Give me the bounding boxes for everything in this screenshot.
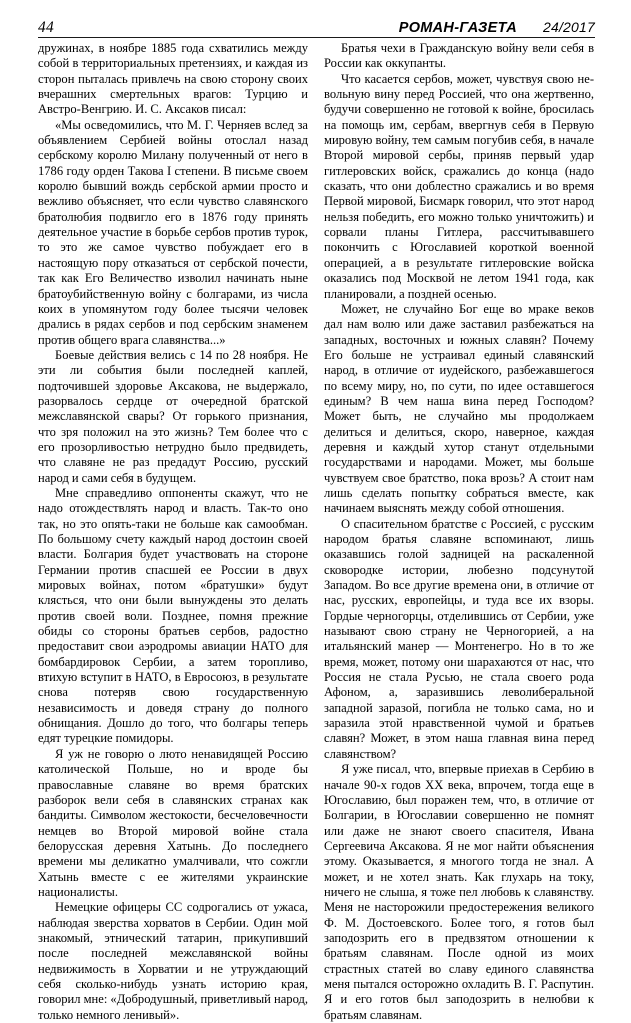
running-head-right xyxy=(399,20,595,36)
paragraph: Я уже писал, что, впервые приехав в Сербию в начале 90-х годов XX века, впрочем, тогда еще в Югославию, был поражен тем, что, в отличие от Болгарии, в Югославии совершенно не помнят или даже не знают своего спасителя, Ивана Сергеевича Аксакова. Я не мог найти объяснения этому. Оказывается, я многого тогда не знал. А может, и не хотел знать. Как глухарь на току, ничего не слыша, я тоже пел любовь к славянству. Меня не насторожили предостережения великого Ф. М. Достоевского. Более того, я готов был заподозрить его в предвзятом отношении к братьям славянам. После одной из моих страстных статей во славу единого славянства меня пытался осторожно охладить В. Г. Распутин. Я и его готов был заподозрить в нелюбви к братьям славянам. xyxy=(324,762,594,1022)
page-number: 44 xyxy=(38,18,54,36)
journal-title: РОМАН-ГАЗЕТА xyxy=(398,19,517,36)
paragraph: Мне справедливо оппоненты скажут, что не надо отождествлять народ и власть. Так-то оно так, но это опять-таки не больше как самообман. По большому счету каждый народ достоин своей власти. Болгария будет участвовать на стороне Германии против спасшей ее России в двух мировых войнах, потом «братушки» будут клясться, что они были вынуждены это делать против своей воли. Позднее, помня прежние обиды со стороны братьев сербов, радостно предоставит свои аэродромы авиации НАТО для бомбардировок Сербии, а затем торопливо, втихую вступит в НАТО, в Евросоюз, в результате снова потеряв свою государственную независимость и доведя страну до полного обнищания. Дошло до того, что болгары теперь едят турецкие помидоры. xyxy=(38,485,308,746)
paragraph: Я уж не говорю о люто ненавидящей Россию католической Польше, но и вроде бы православные славяне во время братских разборок вели себя в славянских странах как бандиты. Символом жестокости, бесчеловечности немцев во Второй мировой войне стала белорусская деревня Хатынь. До последнего времени мы деликатно умалчивали, что сожгли Хатынь вместе с ее жителями украинские националисты. xyxy=(38,746,308,899)
paragraph: Может, не случайно Бог еще во мраке веков дал нам волю или даже заставил разбежаться на западных, восточных и южных славян? Почему Его больше не устраивал единый славянский народ, в отличие от иудейского, разбежавшегося по всему миру, но, по сути, по идее оставшегося единым? В чем наша вина перед Господом? Может быть, не случайно мы продолжаем делиться и делиться, скоро, наверное, каждая деревня и каждый хутор станут отдельными государствами и народами. Может, мы больше чувствуем свое братство, пока врозь? А стоит нам лишь сделать попытку собраться вместе, как начинаем выяснять между собой отношения. xyxy=(324,301,594,516)
paragraph: О спасительном братстве с Россией, с русским народом братья славяне вспоминают, лишь оказавшись голой задницей на раскаленной сковородке истории, любезно подсунутой Западом. Во все другие времена они, в отличие от нас, русских, европейцы, и туда все их взоры. Гордые черногорцы, отделившись от Сербии, уже называют свою страну не Черногорией, а на итальянский манер — Монтенегро. Но в то же время, может, потому они шарахаются от нас, что Россия не стала Русью, не стала своего рода Афоном, а, заразившись леволиберальной западной заразой, погибла не только сама, но и заразила этой нравственной чумой и братьев славян? Может, в этом наша главная вина перед славянством? xyxy=(324,516,594,761)
issue-number: 24/2017 xyxy=(542,18,595,35)
paragraph: Немецкие офицеры СС содрогались от ужаса, наблюдая зверства хорватов в Сербии. Один мой знакомый, этнический татарин, прикупивший после последней межславянской войны недвижимость в Хорватии и не утруждающий себя сколько-нибудь узнать историю края, говорил мне: «Добродушный, приветливый народ, только немного ленивый». xyxy=(38,900,308,1022)
running-head xyxy=(38,14,595,38)
right-column xyxy=(324,41,594,1023)
left-column xyxy=(38,41,308,1023)
body-columns xyxy=(38,41,595,1022)
paragraph: Боевые действия велись с 14 по 28 ноября. Не эти ли события были последней каплей, подточившей здоровье Аксакова, не выдержало, разорвалось сердце от очередной братской межславянской свары? От горького признания, что зря положил на это жизнь? Тем более что с его прозорливостью нетрудно было предвидеть, что славяне не раз предадут Россию, русский народ и сами себя в будущем. xyxy=(38,347,308,485)
paragraph: Братья чехи в Гражданскую войну вели себя в России как оккупанты. xyxy=(324,41,594,71)
paragraph: дружинах, в ноябре 1885 года схватились между собой в территориальных претензиях, и каждая из сторон пыталась привлечь на свою сторону своих вчерашних смертельных врагов: Турцию и Австро-Венгрию. И. С. Аксаков писал: xyxy=(38,41,308,117)
paragraph: «Мы осведомились, что М. Г. Черняев вслед за объявлением Сербией войны отослал назад сербскому королю Милану полученный от него в 1786 году орден Такова I степени. В письме своем королю бывший вождь сербской армии просто и вежливо объясняет, что если чувство славянского братолюбия подвигло его в 1876 году принять деятельное участие в борьбе сербов против турок, то это же самое чувство побуждает его в настоящую пору отказаться от сербской почести, так как Его Величество изволил начинать ныне братоубийственную войну с болгарами, из числа коих в упомянутом году более тысячи человек дрались в рядах сербов и под сербским знаменем против общего врага славянства...» xyxy=(38,117,308,347)
paragraph: Что касается сербов, может, чувствуя свою невольную вину перед Россией, что она жертвенно, будучи совершенно не готовой к войне, бросилась на помощь им, сербам, ввергнув себя в Первую мировую войну, тем самым погубив себя, в начале Второй мировой сербы, приняв первый удар гитлеровских войск, сражались до конца (надо сказать, что они доблестно сражались и во время Первой мировой, Бисмарк говорил, что этот народ нельзя победить, его можно только уничтожить) и сорвали планы Гитлера, рассчитывавшего покончить с Югославией короткой военной операцией, а в результате гитлеровские войска оказались под Москвой не летом 1941 года, как планировали, а поздней осенью. xyxy=(324,71,594,301)
